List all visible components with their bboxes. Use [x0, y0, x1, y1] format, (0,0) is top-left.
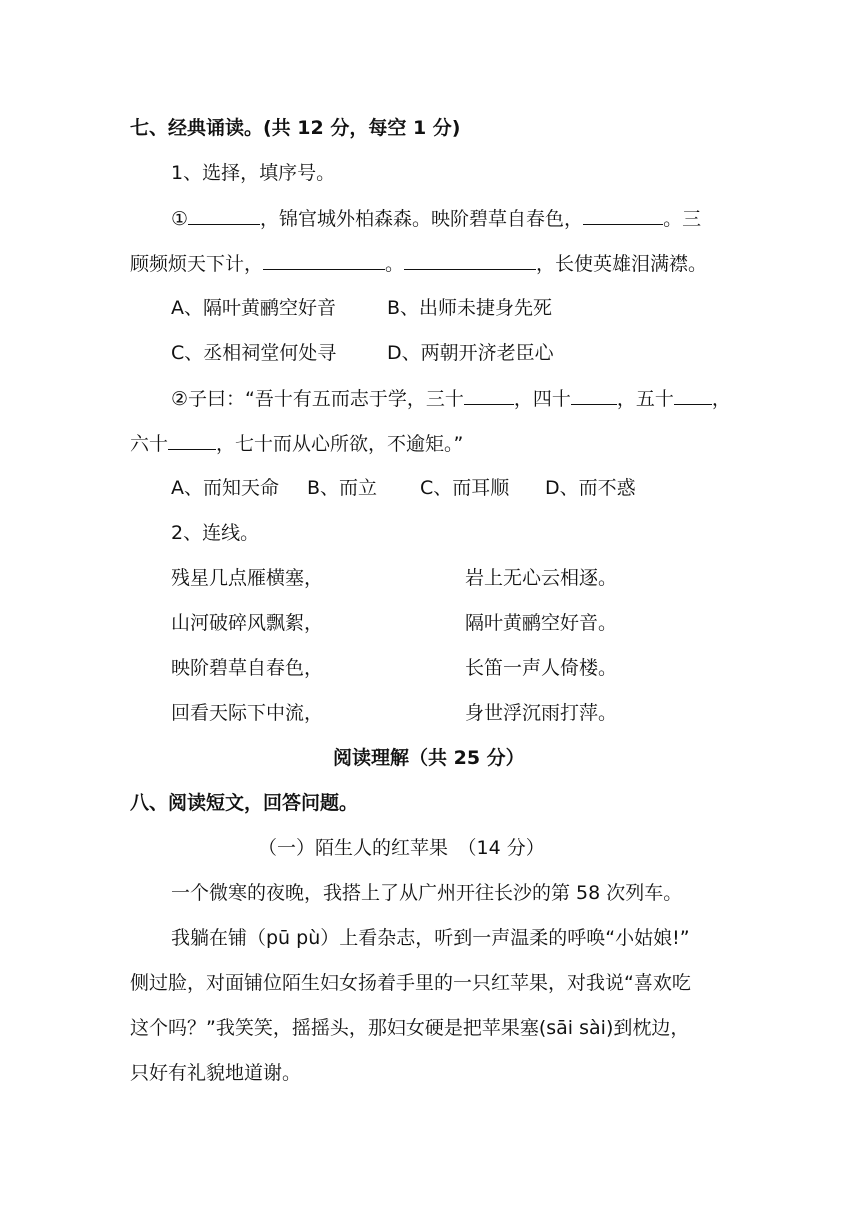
poem-line-2 [130, 251, 707, 276]
section-8-title: 八、阅读短文，回答问题。 [130, 792, 359, 814]
match-right[interactable]: 隔叶黄鹂空好音。 [465, 612, 618, 634]
option-b: B、出师未捷身先死 [387, 297, 553, 319]
match-left[interactable]: 映阶碧草自春色， [171, 657, 324, 679]
option-b: B、而立 [307, 477, 378, 499]
passage-line: 只好有礼貌地道谢。 [130, 1062, 302, 1084]
poem-text: ，长使英雄泪满襟。 [536, 253, 708, 275]
poem-text: ，锦官城外柏森森。映阶碧草自春色， [260, 208, 584, 230]
confucius-line-2 [130, 431, 463, 456]
option-d: D、而不惑 [545, 477, 636, 499]
match-row [171, 566, 323, 590]
quote-text: ，四十 [513, 388, 571, 410]
match-right[interactable]: 岩上无心云相逐。 [465, 567, 618, 589]
poem-text: 。三 [663, 208, 702, 230]
section-7-title: 七、经典诵读。(共 12 分，每空 1 分) [130, 117, 461, 139]
reading-heading: 阅读理解（共 25 分） [333, 747, 525, 769]
answer-blank[interactable] [571, 386, 617, 405]
match-left[interactable]: 山河破碎风飘絮， [171, 612, 324, 634]
passage-paragraph: 一个微寒的夜晚，我搭上了从广州开往长沙的第 58 次列车。 [171, 882, 683, 904]
option-a: A、而知天命 [171, 477, 279, 499]
option-row-3 [171, 476, 636, 500]
match-left[interactable]: 回看天际下中流， [171, 702, 324, 724]
match-right[interactable]: 身世浮沉雨打萍。 [465, 702, 618, 724]
answer-blank[interactable] [464, 386, 514, 405]
option-row-1 [171, 296, 552, 320]
passage-line: 这个吗？”我笑笑，摇摇头，那妇女硬是把苹果塞(sāi sài)到枕边， [130, 1017, 690, 1039]
match-row [171, 656, 323, 680]
passage-line: 侧过脸，对面铺位陌生妇女扬着手里的一只红苹果，对我说“喜欢吃 [130, 972, 691, 994]
match-right[interactable]: 长笛一声人倚楼。 [465, 657, 618, 679]
quote-text: 六十 [130, 433, 169, 455]
option-c: C、丞相祠堂何处寻 [171, 342, 337, 364]
quote-text: ，五十 [616, 388, 674, 410]
quote-text: ②子曰：“吾十有五而志于学，三十 [171, 388, 464, 410]
quote-text: ， [711, 388, 731, 410]
answer-blank[interactable] [263, 251, 385, 270]
passage-title: （一）陌生人的红苹果 （14 分） [258, 837, 545, 859]
poem-line-1 [171, 206, 701, 231]
question-2-label: 2、连线。 [171, 522, 260, 544]
answer-blank[interactable] [583, 206, 663, 225]
match-row [171, 701, 323, 725]
answer-blank[interactable] [674, 386, 712, 405]
option-d: D、两朝开济老臣心 [387, 342, 554, 364]
match-row [171, 611, 323, 635]
poem-text: 顾频烦天下计， [130, 253, 264, 275]
option-c: C、而耳顺 [420, 477, 510, 499]
passage-line: 我躺在铺（pū pù）上看杂志，听到一声温柔的呼唤“小姑娘!” [171, 927, 690, 949]
match-left[interactable]: 残星几点雁横塞， [171, 567, 324, 589]
answer-blank[interactable] [188, 206, 260, 225]
option-a: A、隔叶黄鹂空好音 [171, 297, 336, 319]
poem-text: 。 [385, 253, 405, 275]
question-1-label: 1、选择，填序号。 [171, 162, 336, 184]
answer-blank[interactable] [168, 431, 216, 450]
quote-text: ，七十而从心所欲，不逾矩。” [216, 433, 464, 455]
answer-blank[interactable] [404, 251, 536, 270]
circle-1: ① [171, 208, 189, 230]
option-row-2 [171, 341, 554, 365]
confucius-line-1 [171, 386, 731, 411]
